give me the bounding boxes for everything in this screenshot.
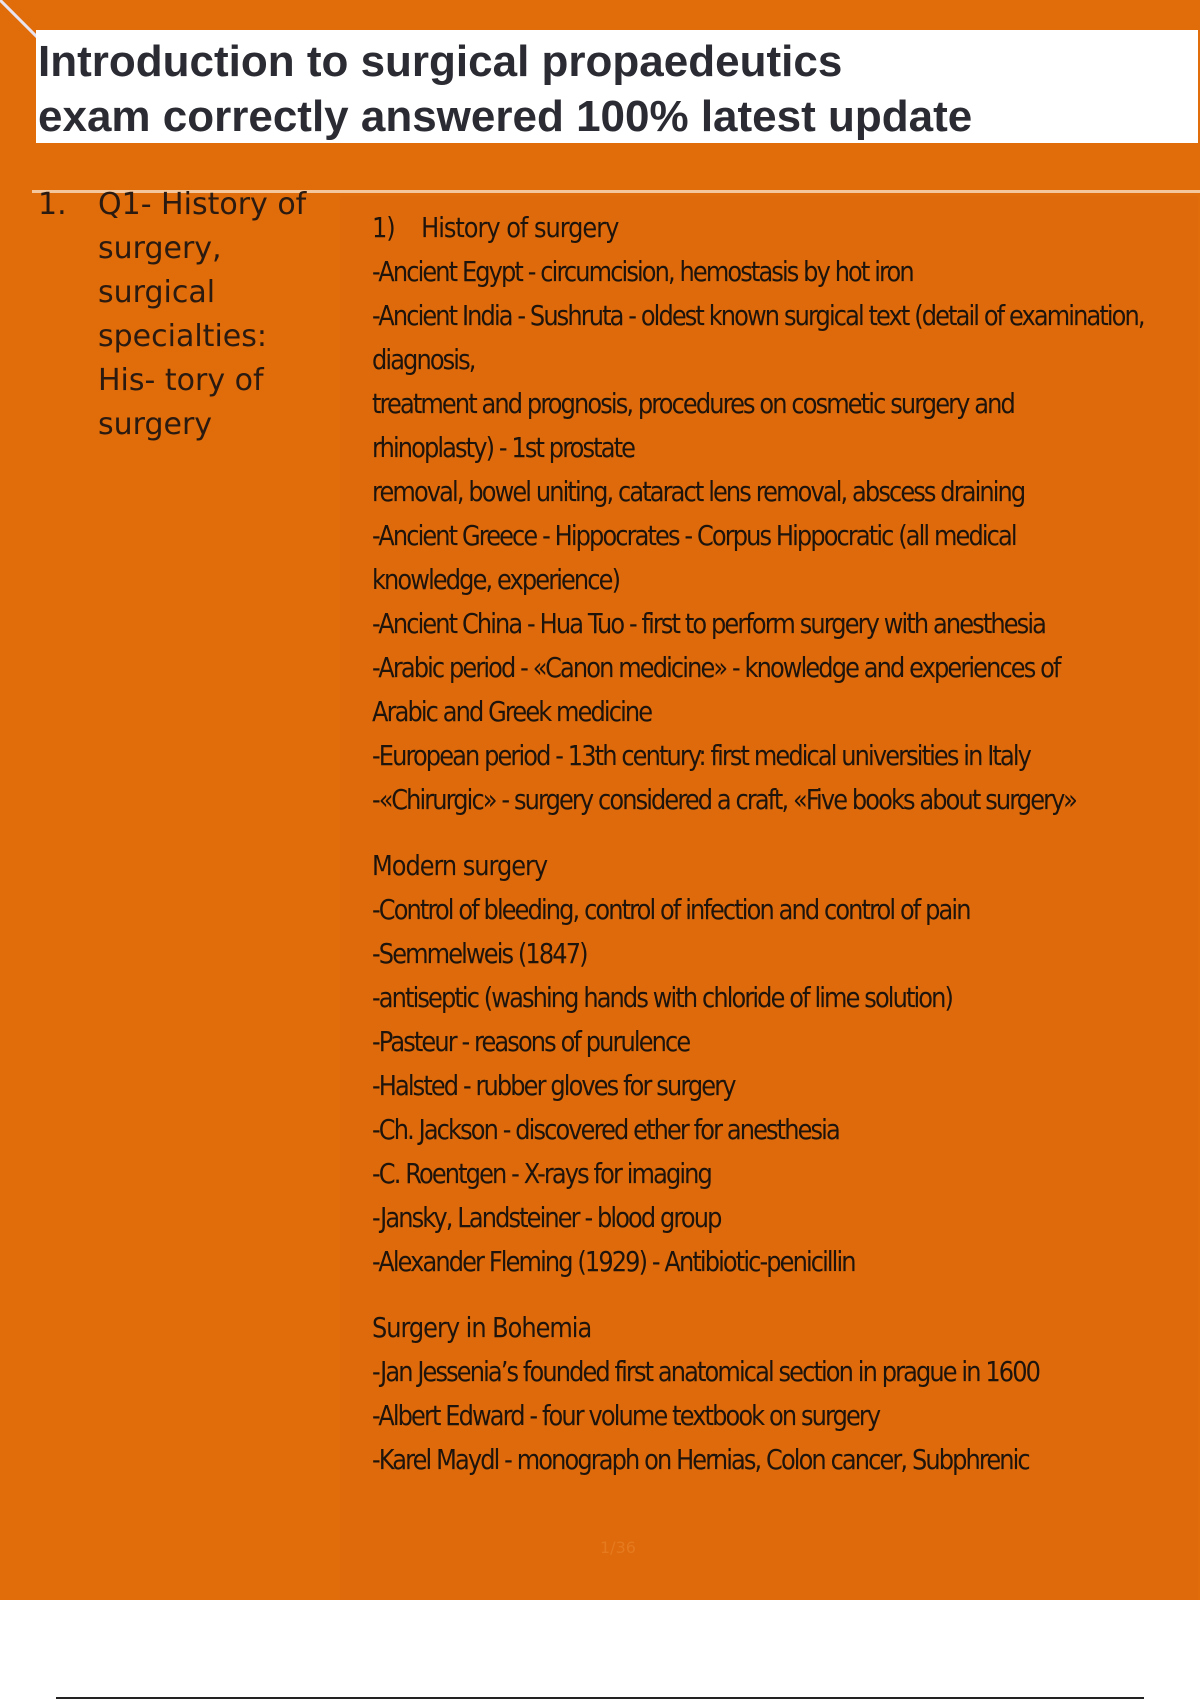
section-heading-bohemia: Surgery in Bohemia	[372, 1311, 592, 1344]
section-heading-modern: Modern surgery	[372, 849, 548, 882]
history-line: Arabic and Greek medicine	[372, 695, 652, 728]
bohemia-line: -Jan Jessenia’s founded first anatomical section in prague in 1600	[372, 1355, 1040, 1388]
history-line: -Ancient Greece - Hippocrates - Corpus Hippocratic (all medical	[372, 519, 1016, 552]
modern-line: -Semmelweis (1847)	[372, 937, 587, 970]
answer-content	[372, 206, 1192, 1482]
page-number-mark: 1/36	[600, 1538, 636, 1557]
modern-line: -antiseptic (washing hands with chloride of lime solution)	[372, 981, 953, 1014]
bohemia-line: -Albert Edward - four volume textbook on surgery	[372, 1399, 880, 1432]
modern-line: -Jansky, Landsteiner - blood group	[372, 1201, 721, 1234]
history-line: -Ancient China - Hua Tuo - first to perform surgery with anesthesia	[372, 607, 1046, 640]
section-heading-history: 1) History of surgery	[372, 211, 619, 244]
section-gap	[372, 822, 1192, 844]
question-number: 1.	[38, 187, 67, 222]
history-line: knowledge, experience)	[372, 563, 620, 596]
history-section	[372, 206, 1192, 822]
question-label-line: Q1- History of	[98, 187, 307, 222]
modern-line: -Control of bleeding, control of infection and control of pain	[372, 893, 970, 926]
bohemia-section	[372, 1306, 1192, 1482]
modern-line: -Halsted - rubber gloves for surgery	[372, 1069, 735, 1102]
history-line: -«Chirurgic» - surgery considered a craft, «Five books about surgery»	[372, 783, 1076, 816]
history-line: treatment and prognosis, procedures on cosmetic surgery and	[372, 387, 1014, 420]
modern-line: -Ch. Jackson - discovered ether for anesthesia	[372, 1113, 839, 1146]
question-label-line: surgical	[98, 275, 216, 310]
question-label-line: His- tory of	[98, 363, 264, 398]
bohemia-line: -Karel Maydl - monograph on Hernias, Colon cancer, Subphrenic	[372, 1443, 1029, 1476]
footer-divider	[56, 1697, 1144, 1699]
question-label	[98, 183, 338, 447]
history-line: diagnosis,	[372, 343, 475, 376]
modern-line: -C. Roentgen - X-rays for imaging	[372, 1157, 711, 1190]
modern-line: -Alexander Fleming (1929) - Antibiotic-penicillin	[372, 1245, 855, 1278]
document-title-line-1: Introduction to surgical propaedeutics	[38, 37, 843, 86]
question-label-line: surgery	[98, 407, 213, 442]
document-title-line-2: exam correctly answered 100% latest update	[38, 92, 973, 141]
history-line: -Ancient India - Sushruta - oldest known surgical text (detail of examination,	[372, 299, 1144, 332]
question-label-line: surgery,	[98, 231, 222, 266]
question-label-line: specialties:	[98, 319, 267, 354]
modern-surgery-section	[372, 844, 1192, 1284]
history-line: -Ancient Egypt - circumcision, hemostasis by hot iron	[372, 255, 913, 288]
history-line: rhinoplasty) - 1st prostate	[372, 431, 635, 464]
modern-line: -Pasteur - reasons of purulence	[372, 1025, 690, 1058]
section-gap	[372, 1284, 1192, 1306]
title-box	[36, 30, 1198, 143]
history-line: -Arabic period - «Canon medicine» - knowledge and experiences of	[372, 651, 1060, 684]
history-line: -European period - 13th century: first medical universities in Italy	[372, 739, 1030, 772]
history-line: removal, bowel uniting, cataract lens removal, abscess draining	[372, 475, 1025, 508]
